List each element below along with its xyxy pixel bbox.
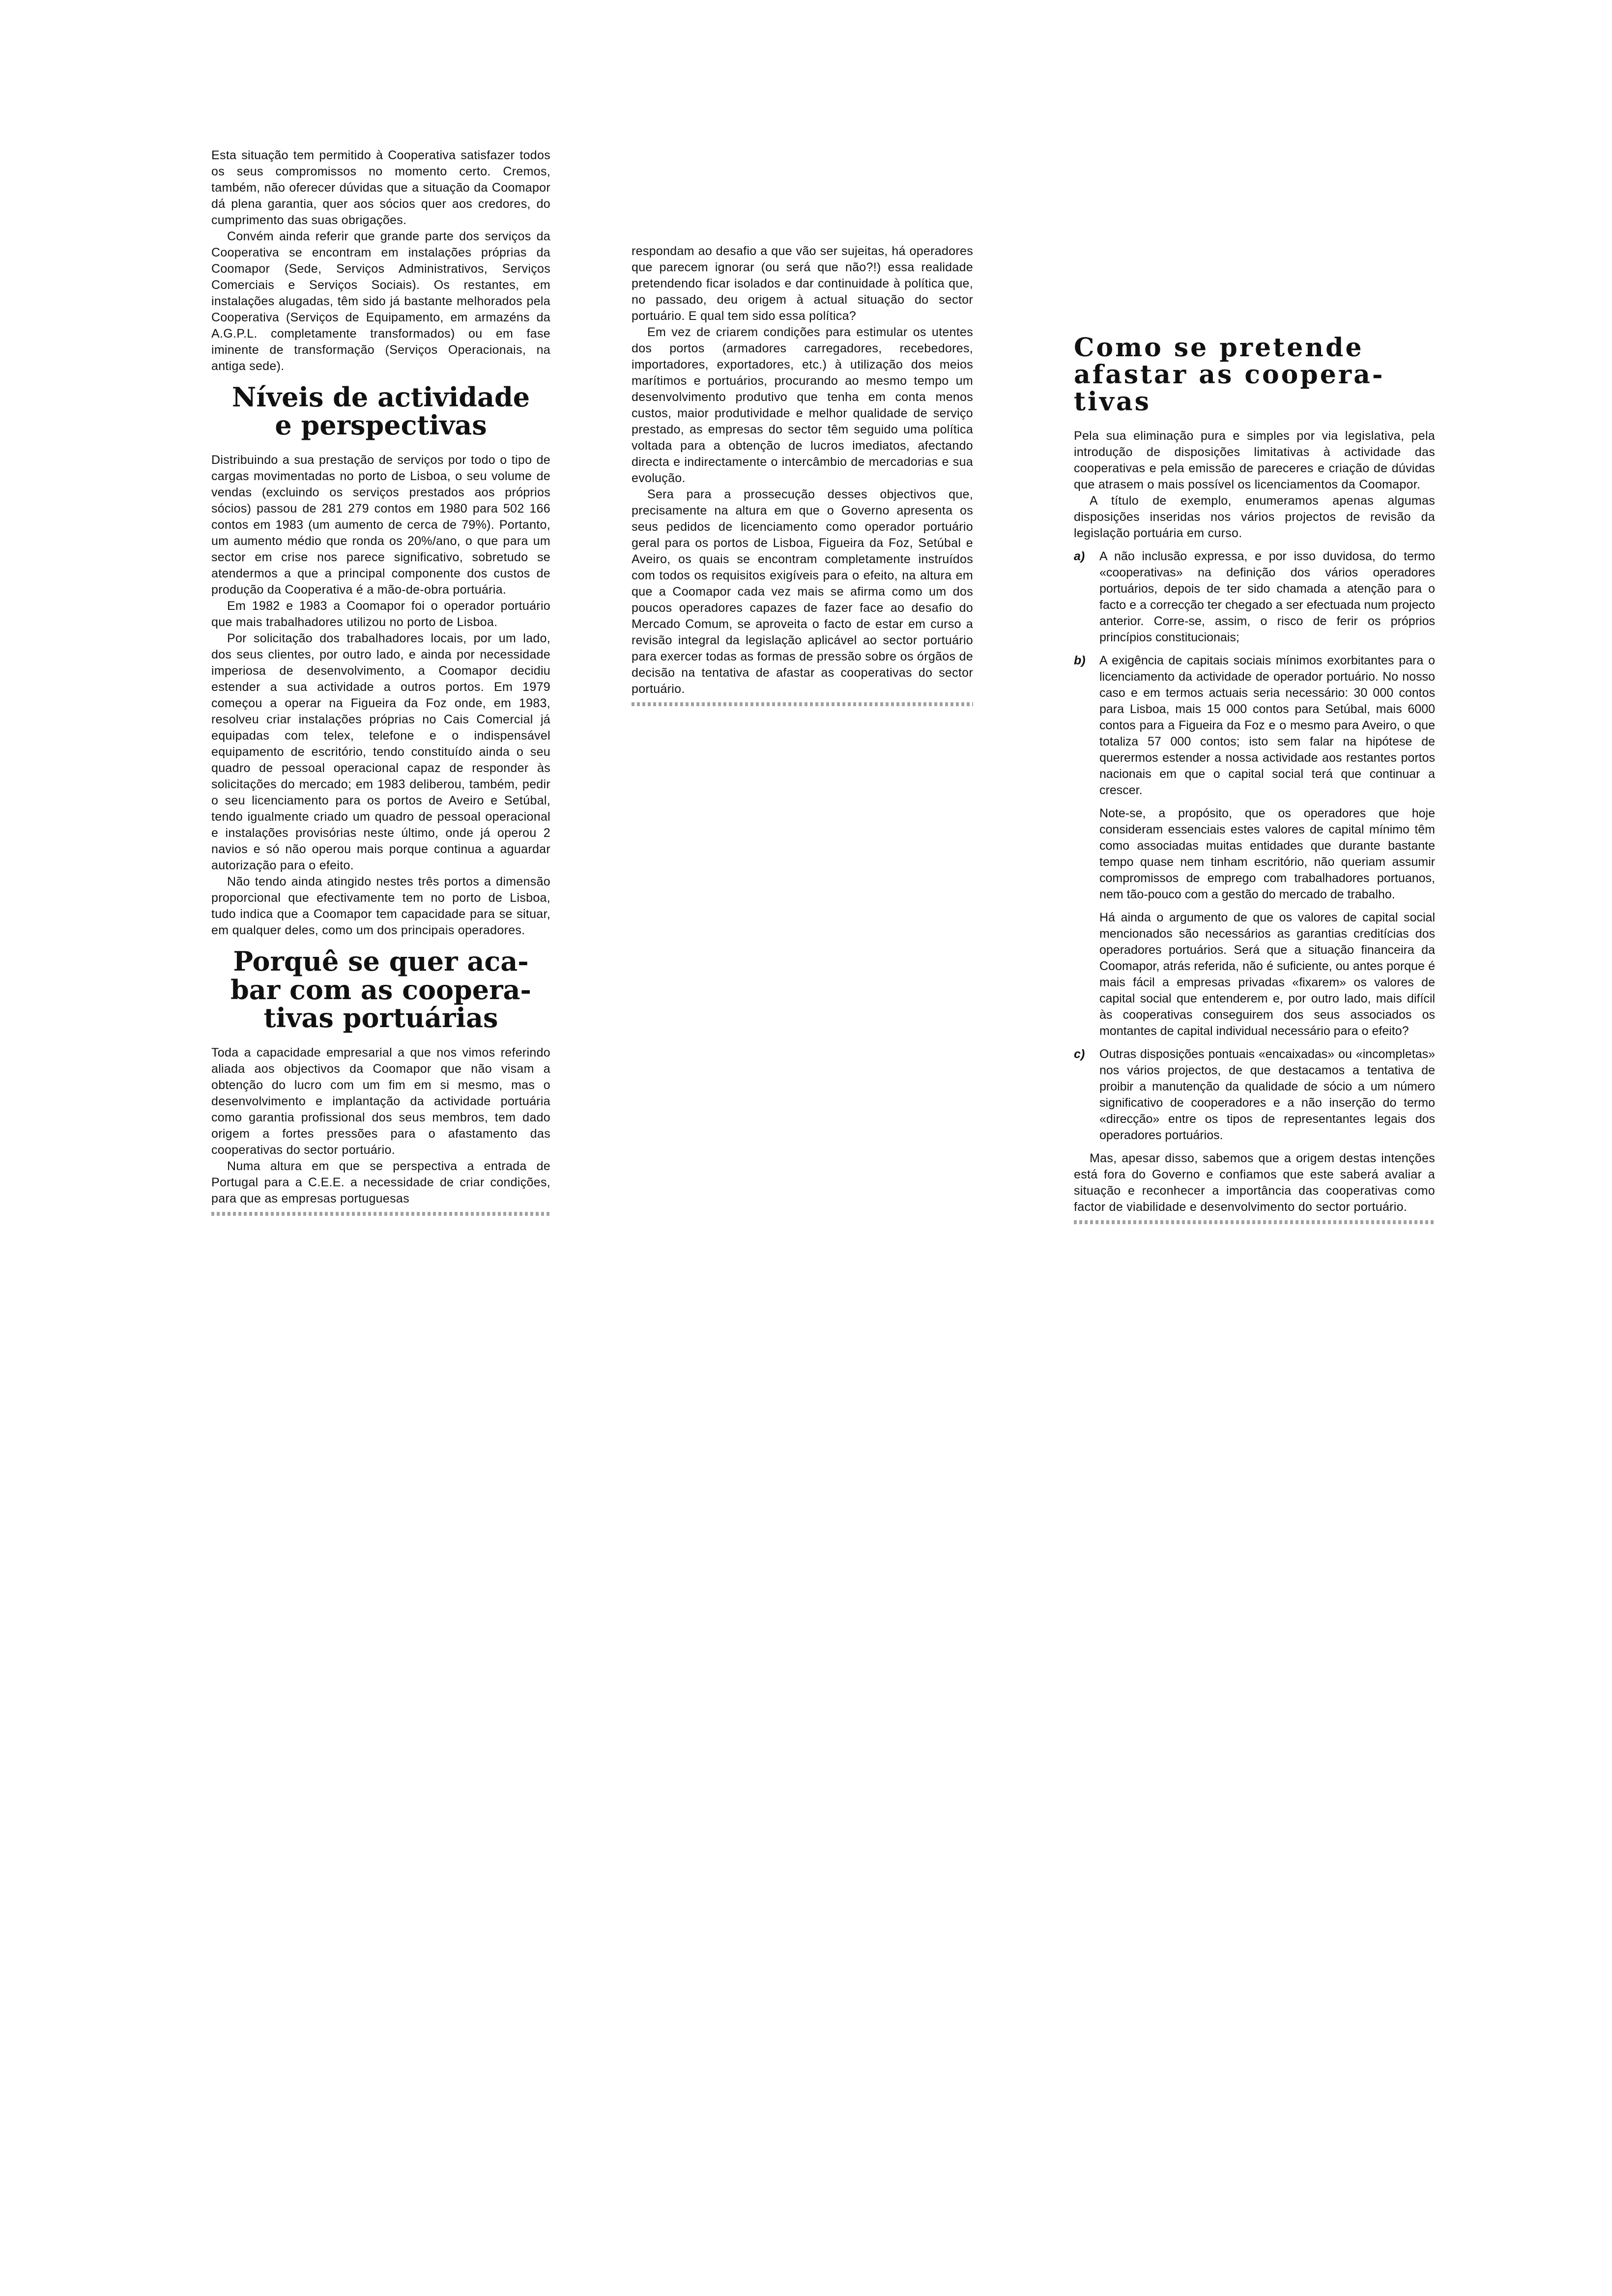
- paragraph: Não tendo ainda atingido nestes três portos a dimensão proporcional que efectivamente tem no porto de Lisboa, tudo indica que a Coomapor tem capacidade para se situar, em qualquer deles, como um dos principais operadores.: [211, 875, 550, 938]
- paragraph: A título de exemplo, enumeramos apenas algumas disposições inseridas nos vários projectos de revisão da legislação portuária em curso.: [1074, 494, 1435, 541]
- paragraph: Numa altura em que se perspectiva a entrada de Portugal para a C.E.E. a necessidade de criar condições, para que as empresas portuguesas: [211, 1159, 550, 1206]
- list-marker: a): [1074, 549, 1085, 564]
- list-item-text: Outras disposições pontuais «encaixadas» ou «incompletas» nos vários projectos, de que destacamos a tentativa de proibir a manutenção da qualidade de sócio a um número significativo de cooperadores e a não inserção do termo «direcção» entre os tipos de representantes legais dos operadores portuários.: [1099, 1047, 1435, 1143]
- list-item-text: A exigência de capitais sociais mínimos exorbitantes para o licenciamento da actividade de operador portuário. No nosso caso e em termos actuais seria necessário: 30 000 contos para Lisboa, mais 15 000 contos para Setúbal, mais 6000 contos para a Figueira da Foz e o mesmo para Aveiro, o que totaliza 57 000 contos; isto sem falar na hipótese de querermos estender a nossa actividade aos restantes portos nacionais em que o capital social terá que continuar a crescer.: [1099, 654, 1435, 798]
- paragraph: Sera para a prossecução desses objectivos que, precisamente na altura em que o Governo apresenta os seus pedidos de licenciamento como operador portuário geral para os portos de Lisboa, Figueira da Foz, Setúbal e Aveiro, os quais se encontram completamente instruídos com todos os requisitos exigíveis para o efeito, na altura em que a Coomapor cada vez mais se afirma como um dos poucos operadores capazes de fazer face ao desafio do Mercado Comum, se aproveita o facto de estar em curso a revisão integral da legislação aplicável ao sector portuário para exercer todas as formas de pressão sobre os órgãos de decisão na tentativa de afastar as cooperativas do sector portuário.: [632, 488, 973, 696]
- list-item-continuation: [1074, 805, 1435, 903]
- paragraph: Em 1982 e 1983 a Coomapor foi o operador portuário que mais trabalhadores utilizou no porto de Lisboa.: [211, 599, 550, 630]
- article-column-2: [632, 243, 973, 706]
- paragraph: Esta situação tem permitido à Cooperativa satisfazer todos os seus compromissos no momento certo. Cremos, também, não oferecer dúvidas que a situação da Coomapor dá plena garantia, quer aos sócios quer aos credores, do cumprimento das suas obrigações.: [211, 148, 550, 227]
- print-smudge: [1074, 1220, 1435, 1224]
- print-smudge: [632, 702, 973, 706]
- paragraph: Toda a capacidade empresarial a que nos vimos referindo aliada aos objectivos da Coomapor que não visam a obtenção do lucro com um fim em si mesmo, mas o desenvolvimento e implantação da actividade portuária como garantia profissional dos seus membros, tem dado origem a fortes pressões para o afastamento das cooperativas do sector portuário.: [211, 1046, 550, 1157]
- paragraph: Por solicitação dos trabalhadores locais, por um lado, dos seus clientes, por outro lado, e ainda por necessidade imperiosa de desenvolvimento, a Coomapor decidiu estender a sua actividade a outros portos. Em 1979 começou a operar na Figueira da Foz onde, em 1983, resolveu criar instalações próprias no Cais Comercial já equipadas com telex, telefone e o indispensável equipamento de escritório, tendo constituído ainda o seu quadro de pessoal operacional capaz de responder às solicitações do mercado; em 1983 deliberou, também, pedir o seu licenciamento para os portos de Aveiro e Setúbal, tendo igualmente criado um quadro de pessoal operacional e instalações provisórias neste último, onde já operou 2 navios e só não operou mais porque continua a aguardar autorização para o efeito.: [211, 631, 550, 873]
- paragraph: Mas, apesar disso, sabemos que a origem destas intenções está fora do Governo e confiamos que este saberá avaliar a situação e reconhecer a importância das cooperativas como factor de viabilidade e desenvolvimento do sector portuário.: [1074, 1151, 1435, 1214]
- list-marker: b): [1074, 654, 1086, 668]
- list-marker: c): [1074, 1047, 1085, 1062]
- paragraph: Distribuindo a sua prestação de serviços por todo o tipo de cargas movimentadas no porto de Lisboa, o seu volume de vendas (excluindo os serviços prestados aos próprios sócios) passou de 281 279 contos em 1980 para 502 166 contos em 1983 (um aumento de cerca de 79%). Portanto, um aumento médio que ronda os 20%/ano, o que para um sector em crise nos parece significativo, sobretudo se atendermos a que a principal componente dos custos de produção da Cooperativa é a mão-de-obra portuária.: [211, 453, 550, 597]
- section-heading: Como se pretende afastar as coopera- tivas: [1074, 333, 1385, 417]
- section-heading: Níveis de actividade e perspectivas: [231, 381, 530, 441]
- list-item-continuation: [1074, 910, 1435, 1039]
- paragraph: respondam ao desafio a que vão ser sujeitas, há operadores que parecem ignorar (ou será que não?!) essa realidade pretendendo ficar isolados e dar continuidade à política que, no passado, deu origem à actual situação do sector portuário. E qual tem sido essa política?: [632, 244, 973, 323]
- article-column-3: [1074, 334, 1435, 1224]
- list-item-text: A não inclusão expressa, e por isso duvidosa, do termo «cooperativas» na definição dos vários operadores portuários, depois de ter sido chamada a atenção para o facto e a correcção ter chegado a ser efectuada num projecto anterior. Corre-se, assim, o risco de ferir os próprios princípios constitucionais;: [1099, 549, 1435, 645]
- paragraph: Pela sua eliminação pura e simples por via legislativa, pela introdução de disposições limitativas à actividade das cooperativas e pela emissão de pareceres e criação de dúvidas que atrasem o mais possível os licenciamentos da Coomapor.: [1074, 429, 1435, 492]
- section-heading: Porquê se quer aca- bar com as coopera- tivas portuárias: [230, 946, 531, 1033]
- list-item: [1074, 1046, 1435, 1144]
- list-item-text: Há ainda o argumento de que os valores de capital social mencionados são necessários as garantias creditícias dos operadores portuários. Será que a situação financeira da Coomapor, atrás referida, não é suficiente, ou antes porque é mais fácil a empresas privadas «fixarem» os valores de capital social que entenderem e, por outro lado, mais difícil às cooperativas conseguirem dos seus associados os montantes de capital individual necessário para o efeito?: [1099, 911, 1435, 1038]
- paragraph: Convém ainda referir que grande parte dos serviços da Cooperativa se encontram em instalações próprias da Coomapor (Sede, Serviços Administrativos, Serviços Comerciais e Serviços Sociais). Os restantes, em instalações alugadas, têm sido já bastante melhorados pela Cooperativa (Serviços de Equipamento, em armazéns da A.G.P.L. completamente transformados) ou em fase iminente de transformação (Serviços Operacionais, na antiga sede).: [211, 230, 550, 373]
- article-column-1: [211, 147, 550, 1216]
- list-item: [1074, 653, 1435, 799]
- print-smudge: [211, 1212, 550, 1216]
- list-item: [1074, 548, 1435, 646]
- list-item-text: Note-se, a propósito, que os operadores que hoje consideram essenciais estes valores de capital mínimo têm como associadas muitas entidades que durante bastante tempo quase nem tinham escritório, não queriam assumir compromissos de emprego com trabalhadores portuanos, nem tão-pouco com a gestão do mercado de trabalho.: [1099, 806, 1435, 902]
- paragraph: Em vez de criarem condições para estimular os utentes dos portos (armadores carregadores, recebedores, importadores, exportadores, etc.) à utilização dos meios marítimos e portuários, procurando ao mesmo tempo um desenvolvimento produtivo que tenha em conta menos custos, maior produtividade e melhor qualidade de serviço prestado, as empresas do sector têm seguido uma política voltada para a obtenção de lucros imediatos, afectando directa e indirectamente o intercâmbio de mercadorias e sua evolução.: [632, 325, 973, 485]
